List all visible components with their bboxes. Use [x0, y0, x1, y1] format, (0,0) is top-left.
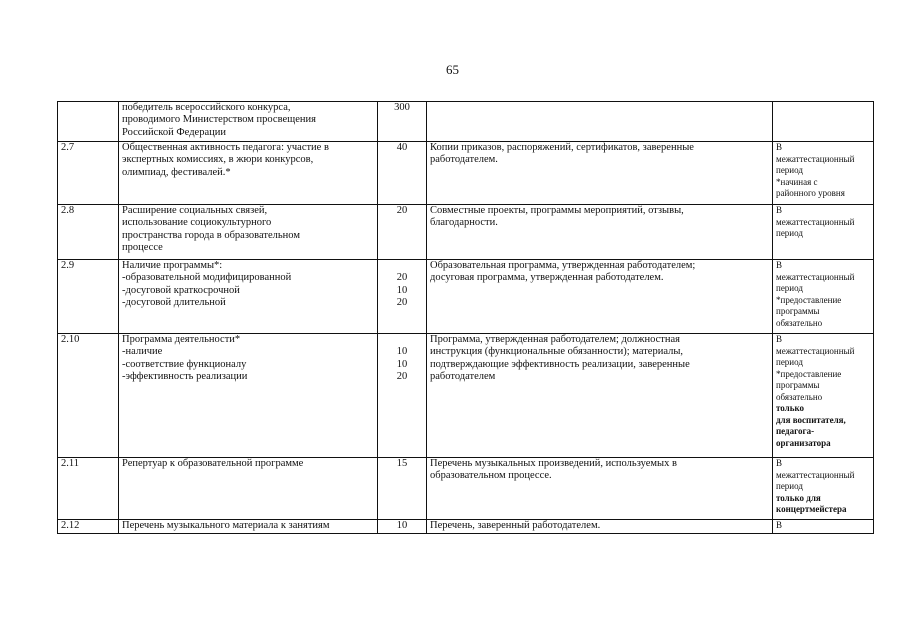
criterion-line: -эффективность реализации — [122, 371, 248, 383]
note-line: *предоставление — [776, 294, 842, 305]
points-cell — [378, 102, 427, 142]
item-number-cell: 2.11 — [58, 458, 119, 520]
points-value: 10 — [396, 346, 408, 358]
documents-line: Перечень, заверенный работодателем. — [430, 520, 601, 531]
note-line: В — [776, 205, 783, 215]
item-number-cell — [58, 102, 119, 142]
note-line: обязательно — [776, 317, 823, 328]
criterion-line: Программа деятельности* — [122, 334, 241, 345]
criterion-line: Российской Федерации — [122, 126, 226, 138]
documents-line: Перечень музыкальных произведений, используемых в — [430, 458, 677, 469]
points-value: 300 — [394, 102, 410, 113]
documents-line: Программа, утвержденная работодателем; должностная — [430, 334, 680, 345]
note-line: В — [776, 334, 783, 344]
criterion-line: -соответствие функционалу — [122, 358, 247, 370]
documents-line: благодарности. — [430, 217, 498, 229]
item-number-cell: 2.9 — [58, 260, 119, 334]
criterion-cell — [119, 260, 378, 334]
documents-cell — [427, 458, 773, 520]
note-cell — [773, 334, 874, 458]
criterion-cell — [119, 102, 378, 142]
criterion-cell — [119, 458, 378, 520]
documents-line: инструкция (функциональные обязанности); материалы, — [430, 346, 684, 358]
points-value: 10 — [396, 284, 408, 296]
note-line: *предоставление — [776, 368, 842, 379]
criterion-cell — [119, 142, 378, 205]
criterion-cell — [119, 520, 378, 534]
note-line: В — [776, 520, 783, 530]
points-value: 40 — [396, 142, 408, 153]
note-line: период — [776, 283, 803, 293]
note-line-bold: концертмейстера — [776, 504, 847, 514]
points-value: 10 — [396, 358, 408, 370]
note-line: период — [776, 357, 803, 367]
criterion-line: Перечень музыкального материала к занятиям — [122, 520, 330, 531]
criterion-line: -наличие — [122, 346, 163, 358]
documents-cell — [427, 260, 773, 334]
points-cell — [378, 458, 427, 520]
note-line: *начиная с — [776, 176, 818, 187]
note-line: период — [776, 228, 803, 238]
points-value: 10 — [396, 520, 408, 531]
criterion-cell — [119, 334, 378, 458]
table-row — [58, 520, 874, 534]
note-cell — [773, 520, 874, 534]
note-line: В — [776, 142, 783, 152]
documents-line: досуговая программа, утвержденная работодателем. — [430, 272, 664, 284]
documents-cell — [427, 102, 773, 142]
points-cell — [378, 334, 427, 458]
criterion-line: Расширение социальных связей, — [122, 205, 268, 216]
note-line: обязательно — [776, 391, 823, 402]
points-cell — [378, 260, 427, 334]
note-cell — [773, 458, 874, 520]
documents-line: Копии приказов, распоряжений, сертификатов, заверенные — [430, 142, 694, 153]
note-cell — [773, 142, 874, 205]
documents-line: работодателем. — [430, 154, 498, 166]
item-number-cell: 2.12 — [58, 520, 119, 534]
points-cell — [378, 142, 427, 205]
item-number-cell: 2.7 — [58, 142, 119, 205]
points-value: 20 — [396, 371, 408, 383]
criterion-line: проводимого Министерством просвещения — [122, 114, 316, 126]
documents-cell — [427, 520, 773, 534]
note-line: программы — [776, 306, 820, 316]
note-line: районного уровня — [776, 188, 845, 198]
note-line-bold: только для — [776, 492, 821, 503]
note-cell — [773, 205, 874, 260]
documents-line: работодателем — [430, 371, 496, 383]
criterion-line: олимпиад, фестивалей.* — [122, 166, 231, 178]
table-row — [58, 334, 874, 458]
criteria-table — [57, 101, 874, 534]
note-line: В — [776, 458, 783, 468]
note-line: межаттестационный — [776, 153, 855, 164]
page-number: 65 — [446, 62, 459, 77]
table-row — [58, 260, 874, 334]
documents-cell — [427, 334, 773, 458]
points-value: 20 — [396, 297, 408, 309]
item-number-cell: 2.10 — [58, 334, 119, 458]
criterion-line: Общественная активность педагога: участие в — [122, 142, 329, 153]
criterion-line: -досуговой краткосрочной — [122, 284, 240, 296]
criterion-line: процессе — [122, 242, 163, 254]
criterion-line: -образовательной модифицированной — [122, 272, 292, 284]
note-line-bold: педагога- — [776, 426, 815, 436]
criterion-line: пространства города в образовательном — [122, 229, 300, 241]
criterion-line: использование социокультурного — [122, 217, 272, 229]
documents-line: подтверждающие эффективность реализации, заверенные — [430, 358, 690, 370]
note-line-bold: только — [776, 403, 805, 413]
criterion-cell — [119, 205, 378, 260]
note-cell — [773, 102, 874, 142]
note-line-bold: для воспитателя, — [776, 414, 846, 425]
note-line: межаттестационный — [776, 271, 855, 282]
note-cell — [773, 260, 874, 334]
points-value: 15 — [396, 458, 408, 469]
criterion-line: экспертных комиссиях, в жюри конкурсов, — [122, 154, 314, 166]
points-value: 20 — [396, 205, 408, 216]
documents-line: Совместные проекты, программы мероприятий, отзывы, — [430, 205, 684, 216]
points-value: 20 — [396, 272, 408, 284]
note-line: межаттестационный — [776, 469, 855, 480]
table-row — [58, 102, 874, 142]
documents-line: образовательном процессе. — [430, 470, 552, 482]
table-row — [58, 142, 874, 205]
note-line-bold: организатора — [776, 437, 831, 448]
item-number-cell: 2.8 — [58, 205, 119, 260]
documents-cell — [427, 205, 773, 260]
note-line: В — [776, 260, 783, 270]
criterion-line: Наличие программы*: — [122, 260, 223, 271]
points-cell — [378, 205, 427, 260]
points-cell — [378, 520, 427, 534]
documents-cell — [427, 142, 773, 205]
note-line: межаттестационный — [776, 345, 855, 356]
criterion-line: -досуговой длительной — [122, 297, 226, 309]
documents-line: Образовательная программа, утвержденная работодателем; — [430, 260, 696, 271]
criterion-line: Репертуар к образовательной программе — [122, 458, 304, 469]
note-line: программы — [776, 380, 820, 390]
table-row — [58, 458, 874, 520]
note-line: межаттестационный — [776, 216, 855, 227]
note-line: период — [776, 165, 803, 175]
criterion-line: победитель всероссийского конкурса, — [122, 102, 291, 113]
note-line: период — [776, 481, 803, 491]
table-row — [58, 205, 874, 260]
